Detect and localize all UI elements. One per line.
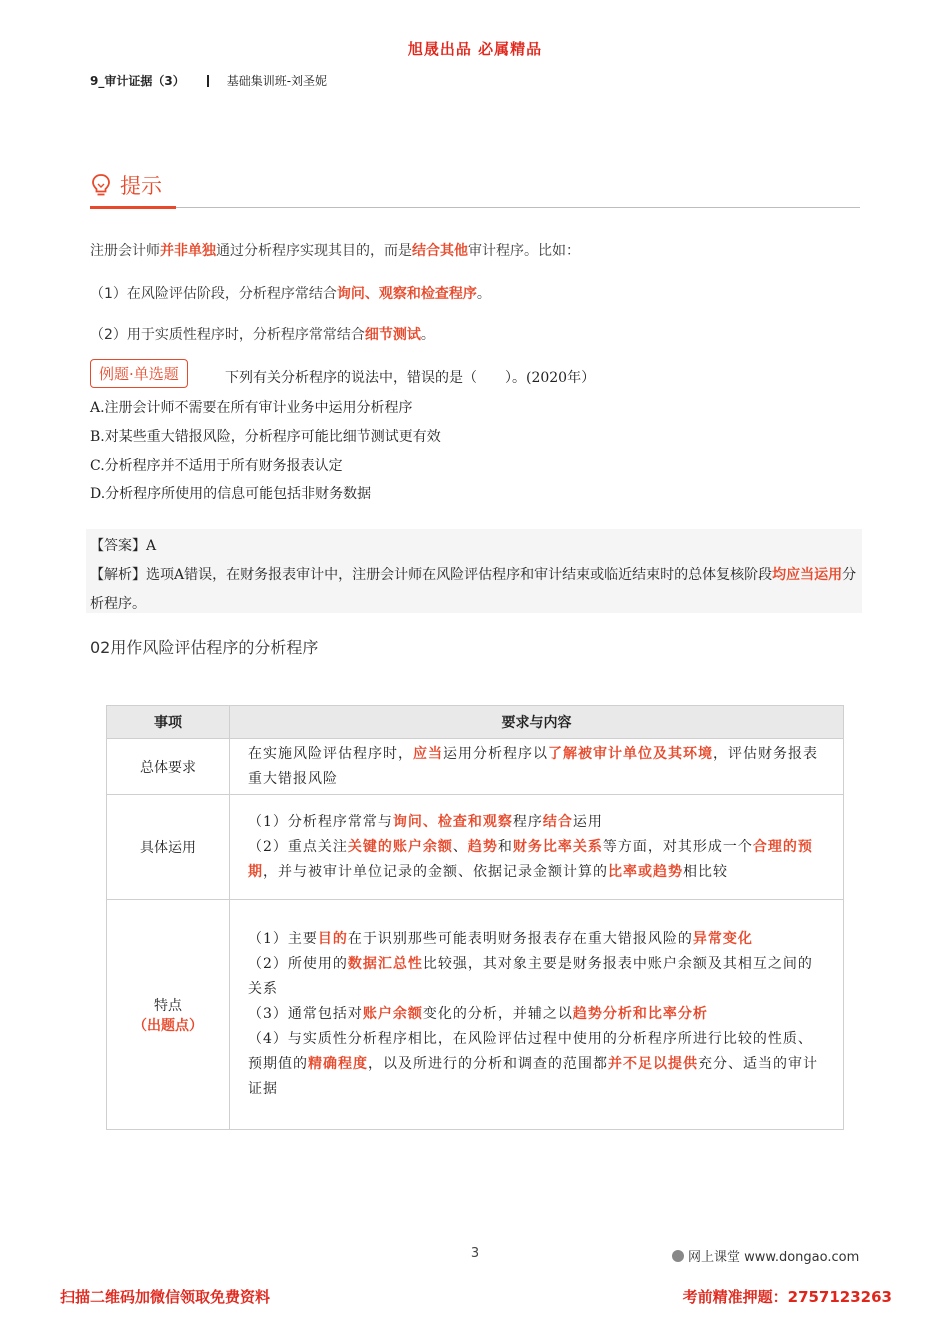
text-span: （1）分析程序常常与	[248, 813, 393, 830]
content-line	[248, 1002, 825, 1027]
highlight-text: 趋势	[467, 838, 498, 855]
text-span: 。	[476, 286, 491, 302]
text-span: 运用	[572, 813, 603, 830]
text-span: （4）与实质性分析程序相比，在风险评估过程中使用的分析程序所进行比较的性质、预期值的	[248, 1031, 813, 1072]
text-span: 程序	[512, 813, 543, 830]
highlight-text: 财务比率关系	[512, 838, 603, 855]
highlight-text: 比率或趋势	[608, 863, 683, 880]
text-span: （2）重点关注	[248, 838, 348, 855]
text-span: （1）主要	[248, 931, 318, 947]
brand-slogan: 旭晟出品 必属精品	[407, 40, 543, 58]
tip-divider-accent	[90, 206, 176, 209]
content-line	[248, 952, 825, 1002]
highlight-text: 数据汇总性	[347, 956, 423, 972]
option-b: B.对某些重大错报风险，分析程序可能比细节测试更有效	[90, 429, 441, 445]
highlight-text: 趋势分析和比率分析	[572, 1006, 708, 1022]
example-tag: 例题·单选题	[90, 359, 188, 388]
analysis-table	[106, 705, 844, 1130]
text-span: 和	[497, 838, 513, 855]
text-span: 分析程序。	[90, 567, 857, 612]
intro-paragraph-3	[90, 324, 435, 344]
column-header: 事项	[107, 706, 230, 739]
row-label: 具体运用	[107, 795, 230, 900]
site-logo-text: 网上课堂 www.dongao.com	[688, 1250, 860, 1265]
section-title: 02用作风险评估程序的分析程序	[90, 638, 319, 657]
row-label-text: 特点	[154, 997, 182, 1014]
text-span: （2）用于实质性程序时，分析程序常常结合	[90, 327, 365, 343]
text-span: 变化的分析，并辅之以	[422, 1006, 573, 1022]
content-line	[248, 1027, 825, 1102]
logo-mark-icon	[672, 1250, 684, 1262]
content-line	[248, 927, 825, 952]
highlight-text: 并不足以提供	[608, 1056, 698, 1072]
tip-heading	[90, 170, 162, 200]
content-line	[248, 835, 825, 885]
row-content	[230, 795, 844, 900]
text-span: ，以及所进行的分析和调查的范围都	[368, 1056, 608, 1072]
course-title: 9_审计证据（3）	[90, 74, 185, 88]
text-span: 注册会计师	[90, 243, 160, 259]
document-header	[90, 72, 327, 89]
highlight-text: 询问、检查和观察	[392, 813, 513, 830]
analysis-text	[90, 561, 860, 619]
teacher-name: 基础集训班-刘圣妮	[226, 74, 328, 88]
intro-paragraph-2	[90, 283, 491, 303]
table-row	[107, 795, 844, 900]
highlight-text: 关键的账户余额	[347, 838, 453, 855]
content-line	[248, 810, 825, 835]
row-label: 总体要求	[107, 739, 230, 795]
text-span: 。	[420, 327, 435, 343]
text-span: 在于识别那些可能表明财务报表存在重大错报风险的	[347, 931, 693, 947]
text-span: ，评估财务报表重大错报风险	[248, 745, 818, 787]
highlight-text: 结合	[542, 813, 573, 830]
text-span: 审计程序。比如：	[468, 243, 580, 259]
tip-title: 提示	[120, 174, 162, 198]
column-header: 要求与内容	[230, 706, 844, 739]
text-span: 、	[452, 838, 468, 855]
lightbulb-icon	[90, 173, 112, 197]
option-c: C.分析程序并不适用于所有财务报表认定	[90, 458, 343, 474]
text-span: 充分、适当的审计证据	[248, 1056, 818, 1097]
highlight-text: 并非单独	[160, 243, 216, 259]
highlight-text: 账户余额	[362, 1006, 423, 1022]
tip-divider	[90, 207, 860, 208]
site-logo	[672, 1246, 859, 1265]
header-divider	[207, 75, 209, 87]
page-number: 3	[470, 1246, 480, 1261]
table-header-row	[107, 706, 844, 739]
highlight-text: 了解被审计单位及其环境	[548, 745, 713, 762]
highlight-text: 应当	[413, 745, 443, 762]
example-question: 下列有关分析程序的说法中，错误的是（ ）。(2020年）	[225, 370, 596, 386]
highlight-text: 异常变化	[692, 931, 753, 947]
table-row	[107, 900, 844, 1130]
table-row	[107, 739, 844, 795]
highlight-text: 询问、观察和检查程序	[336, 286, 477, 302]
highlight-text: 均应当运用	[772, 567, 843, 583]
footer-right-promo: 考前精准押题：2757123263	[682, 1288, 892, 1306]
option-d: D.分析程序所使用的信息可能包括非财务数据	[90, 486, 372, 502]
text-span: ，并与被审计单位记录的金额、依据记录金额计算的	[263, 863, 608, 880]
row-label	[107, 900, 230, 1130]
text-span: 比较强，其对象主要是财务报表中账户余额及其相互之间的关系	[248, 956, 813, 997]
row-content	[230, 900, 844, 1130]
intro-paragraph-1	[90, 240, 580, 260]
row-label-sub: （出题点）	[133, 1017, 203, 1034]
text-span: （2）所使用的	[248, 956, 348, 972]
footer-left-promo: 扫描二维码加微信领取免费资料	[60, 1288, 271, 1306]
text-span: 相比较	[683, 863, 728, 880]
option-a: A.注册会计师不需要在所有审计业务中运用分析程序	[90, 400, 413, 416]
row-content	[230, 739, 844, 795]
text-span: 【解析】选项A错误，在财务报表审计中，注册会计师在风险评估程序和审计结束或临近结束时的总体复核阶段	[90, 567, 773, 583]
highlight-text: 合理的预期	[248, 838, 813, 880]
text-span: （3）通常包括对	[248, 1006, 363, 1022]
answer-line: 【答案】A	[90, 538, 157, 554]
highlight-text: 目的	[317, 931, 348, 947]
text-span: 等方面，对其形成一个	[602, 838, 753, 855]
highlight-text: 细节测试	[364, 327, 421, 343]
highlight-text: 结合其他	[412, 243, 468, 259]
text-span: （1）在风险评估阶段，分析程序常结合	[90, 286, 337, 302]
text-span: 在实施风险评估程序时，	[248, 745, 413, 762]
text-span: 通过分析程序实现其目的，而是	[216, 243, 412, 259]
text-span: 运用分析程序以	[443, 745, 548, 762]
highlight-text: 精确程度	[308, 1056, 368, 1072]
